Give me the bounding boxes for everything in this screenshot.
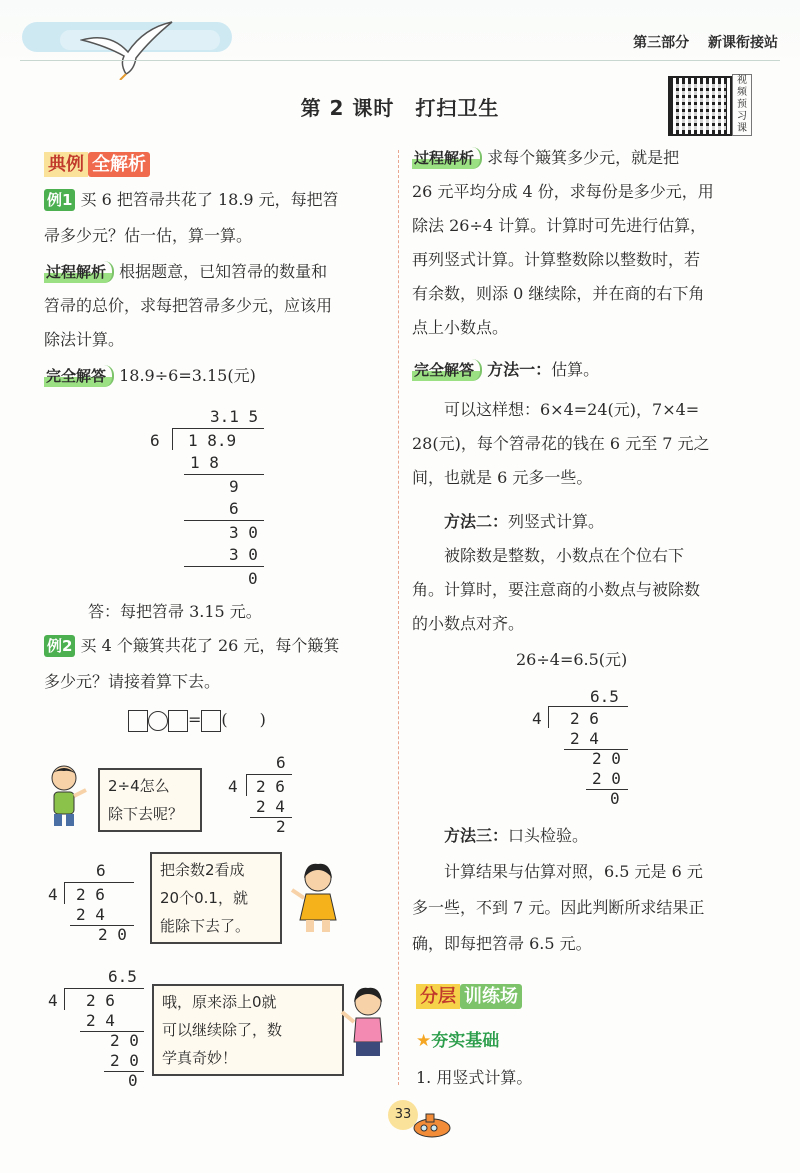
example2-line2: 多少元？请接着算下去。 [44, 672, 221, 691]
qr-code[interactable] [668, 76, 732, 136]
method2-heading: 方法二：列竖式计算。 [444, 512, 605, 531]
right-analysis-line4: 再列竖式计算。计算整数除以整数时，若 [412, 250, 701, 269]
section-title-b: 全解析 [88, 152, 150, 177]
section-title-a: 典例 [44, 152, 88, 177]
right-analysis-tag: 过程解析 [412, 147, 482, 169]
section-heading-practice [416, 982, 522, 1008]
speech-bubble-1: 2÷4怎么 除下去呢？ [98, 768, 202, 832]
practice-title-b: 训练场 [460, 984, 522, 1009]
method3-line3: 确，即每把笤帚 6.5 元。 [412, 934, 592, 953]
submarine-icon [410, 1110, 456, 1140]
method2-line2: 角。计算时，要注意商的小数点与被除数 [412, 580, 701, 599]
blank-operator[interactable] [148, 711, 168, 731]
right-analysis-line5: 有余数，则添 0 继续除，并在商的右下角 [412, 284, 705, 303]
right-analysis-line2: 26 元平均分成 4 份，求每份是多少元，用 [412, 182, 714, 201]
page-title: 第 2 课时 打扫卫生 [300, 96, 500, 120]
part-label: 第三部分 [633, 35, 690, 51]
left-analysis-tag: 过程解析 [44, 261, 114, 283]
left-answer-text: 答：每把笤帚 3.15 元。 [88, 602, 262, 621]
example1-line2: 帚多少元？估一估，算一算。 [44, 226, 253, 245]
left-answer-eq: 18.9÷6=3.15(元) [119, 366, 256, 385]
right-analysis-line6: 点上小数点。 [412, 318, 509, 337]
right-equation: 26÷4=6.5(元) [516, 650, 628, 669]
section-label: 新课衔接站 [708, 35, 778, 51]
right-analysis-line3: 除法 26÷4 计算。计算时可先进行估算， [412, 216, 707, 235]
right-analysis-line1: 过程解析 求每个簸箕多少元，就是把 [414, 148, 680, 167]
header-divider [20, 60, 780, 61]
method1-line3: 间，也就是 6 元多一些。 [412, 468, 593, 487]
speech-bubble-3: 哦，原来添上0就 可以继续除了，数 学真奇妙！ [152, 984, 344, 1076]
qr-label: 视 频 预 习 课 [732, 74, 752, 136]
left-answer-tag: 完全解答 [44, 365, 114, 387]
example1-tag: 例1 [44, 189, 75, 211]
method3-heading: 方法三：口头检验。 [444, 826, 589, 845]
left-answer-line [44, 360, 256, 392]
blank-box-3[interactable] [201, 710, 221, 732]
blank-unit: ( ) [221, 710, 266, 729]
right-answer-line: 完全解答 方法一：估算。 [414, 360, 600, 379]
blank-equation: = ( ) [128, 704, 266, 736]
basics-heading: ★夯实基础 [416, 1031, 500, 1051]
girl-icon [290, 860, 346, 936]
method2-line3: 的小数点对齐。 [412, 614, 525, 633]
method1-line2: 28(元)，每个笤帚花的钱在 6 元至 7 元之 [412, 434, 710, 453]
blank-box-2[interactable] [168, 710, 188, 732]
method3-line1: 计算结果与估算对照，6.5 元是 6 元 [444, 862, 703, 881]
method1-line1: 可以这样想：6×4=24(元)，7×4= [444, 400, 700, 419]
example2-line1: 例2 买 4 个簸箕共花了 26 元，每个簸箕 [44, 630, 339, 662]
example1-text1: 买 6 把笤帚共花了 18.9 元，每把笤 [80, 190, 339, 209]
header-section [633, 32, 778, 52]
boy-icon [42, 762, 90, 828]
blank-box-1[interactable] [128, 710, 148, 732]
left-analysis-line3: 除法计算。 [44, 330, 125, 349]
girl2-icon [340, 984, 396, 1064]
practice-title-a: 分层 [416, 984, 460, 1009]
column-divider [398, 150, 399, 1085]
example2-tag: 例2 [44, 635, 75, 657]
right-answer-tag: 完全解答 [412, 359, 482, 381]
question-1: 1. 用竖式计算。 [416, 1068, 533, 1087]
star-icon: ★ [416, 1031, 432, 1051]
method3-line2: 多一些，不到 7 元。因此判断所求结果正 [412, 898, 705, 917]
speech-bubble-2: 把余数2看成 20个0.1，就 能除下去了。 [150, 852, 282, 944]
left-analysis-line2: 笤帚的总价，求每把笤帚多少元，应该用 [44, 296, 333, 315]
left-analysis-line1: 过程解析 根据题意，已知笤帚的数量和 [46, 262, 328, 281]
example1-line1 [44, 184, 339, 216]
section-heading-examples [44, 150, 150, 176]
seagull-icon [80, 18, 180, 80]
page-number: 33 [388, 1100, 418, 1130]
method2-line1: 被除数是整数，小数点在个位右下 [444, 546, 685, 565]
